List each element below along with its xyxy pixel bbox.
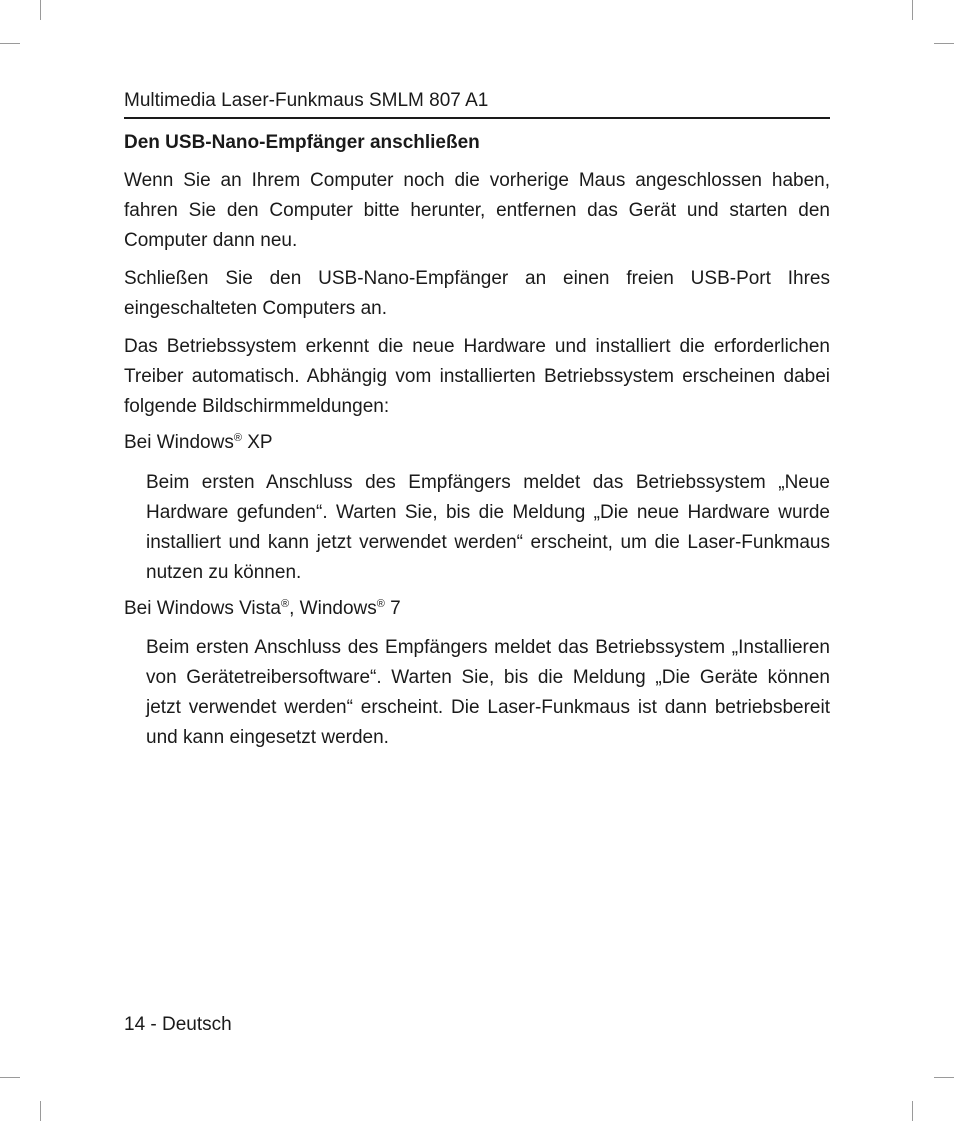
crop-mark-top-left-horizontal xyxy=(0,43,20,44)
crop-mark-top-right-vertical xyxy=(912,0,913,20)
section-heading: Den USB-Nano-Empfänger anschließen xyxy=(124,132,480,153)
paragraph-previous-mouse: Wenn Sie an Ihrem Computer noch die vorherige Maus angeschlossen haben, fahren Sie den Computer bitte herunter, entfernen das Gerät und starten den Computer dann neu. xyxy=(124,170,830,251)
registered-mark: ® xyxy=(233,432,242,444)
page-number-footer: 14 - Deutsch xyxy=(124,1014,232,1035)
crop-mark-top-left-vertical xyxy=(40,0,41,20)
paragraph-connect-receiver: Schließen Sie den USB-Nano-Empfänger an einen freien USB-Port Ihres eingeschalteten Computers an. xyxy=(124,268,830,319)
paragraph-driver-install: Das Betriebssystem erkennt die neue Hardware und installiert die erforderlichen Treiber automatisch. Abhängig vom installierten Betriebssystem erscheinen dabei folgende Bildschirmmeldungen: xyxy=(124,336,830,417)
crop-mark-bottom-right-horizontal xyxy=(934,1077,954,1078)
registered-mark: ® xyxy=(281,598,290,610)
windows-vista-7-label: Bei Windows Vista®, Windows® 7 xyxy=(124,598,401,619)
windows-xp-label: Bei Windows® XP xyxy=(124,432,273,453)
crop-mark-top-right-horizontal xyxy=(934,43,954,44)
crop-mark-bottom-left-horizontal xyxy=(0,1077,20,1078)
running-header-title: Multimedia Laser-Funkmaus SMLM 807 A1 xyxy=(124,90,489,111)
windows-vista-7-paragraph: Beim ersten Anschluss des Empfängers meldet das Betriebssystem „Installieren von Gerätetreibersoftware“. Warten Sie, bis die Meldung „Die Geräte können jetzt verwendet werden“ erscheint. Die Laser-Funkmaus ist dann betriebsbereit und kann eingesetzt werden. xyxy=(146,637,830,748)
registered-mark: ® xyxy=(376,598,385,610)
crop-mark-bottom-left-vertical xyxy=(40,1101,41,1121)
windows-xp-paragraph: Beim ersten Anschluss des Empfängers meldet das Betriebssystem „Neue Hardware gefunden“. Warten Sie, bis die Meldung „Die neue Hardware wurde installiert und kann jetzt verwendet werden“ erscheint, um die Laser-Funkmaus nutzen zu können. xyxy=(146,472,830,583)
crop-mark-bottom-right-vertical xyxy=(912,1101,913,1121)
header-rule xyxy=(124,117,830,119)
